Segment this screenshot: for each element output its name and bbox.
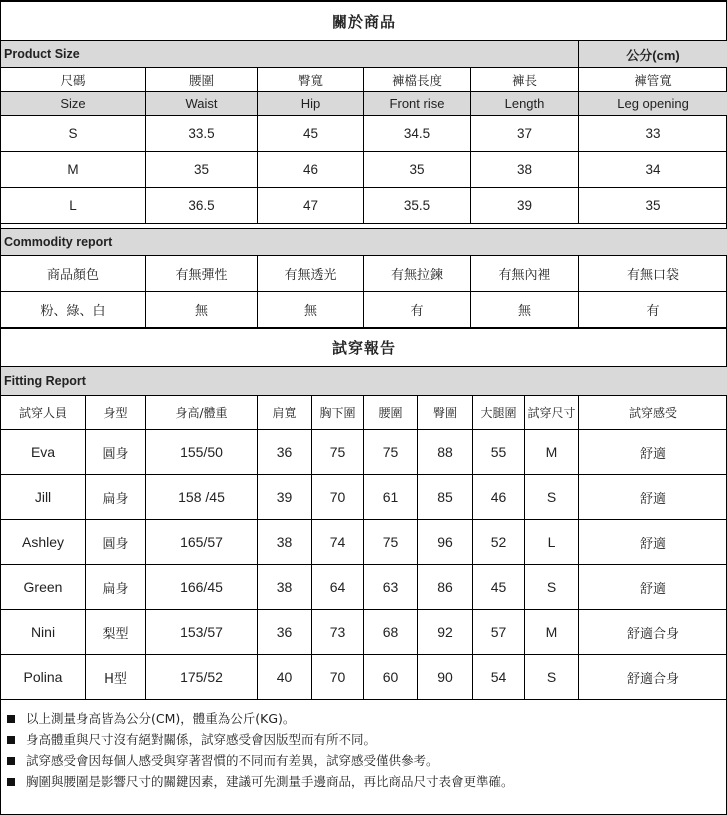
fitting-title: 試穿報告 bbox=[1, 329, 727, 367]
body-type: 圓身 bbox=[86, 430, 146, 475]
header-zh: 褲檔長度 bbox=[364, 68, 471, 92]
commodity-header: 有無拉鍊 bbox=[364, 256, 471, 292]
table-row bbox=[1, 520, 727, 565]
fit-size: M bbox=[525, 610, 579, 655]
underbust: 74 bbox=[312, 520, 364, 565]
height-weight: 166/45 bbox=[146, 565, 258, 610]
fitting-header: 臀圍 bbox=[418, 396, 473, 430]
body-type: 扁身 bbox=[86, 565, 146, 610]
fitting-report-label: Fitting Report bbox=[1, 367, 727, 396]
height-weight: 165/57 bbox=[146, 520, 258, 565]
commodity-value: 有 bbox=[579, 292, 727, 328]
underbust: 64 bbox=[312, 565, 364, 610]
header-zh: 褲長 bbox=[471, 68, 579, 92]
hip: 90 bbox=[418, 655, 473, 700]
square-bullet-icon bbox=[7, 757, 15, 765]
commodity-header: 有無透光 bbox=[258, 256, 364, 292]
product-size-table bbox=[0, 1, 727, 328]
table-row bbox=[1, 188, 727, 224]
value-cell: 35 bbox=[579, 188, 727, 224]
header-zh: 尺碼 bbox=[1, 68, 146, 92]
underbust: 70 bbox=[312, 475, 364, 520]
note-text: 胸圍與腰圍是影響尺寸的關鍵因素，建議可先測量手邊商品，再比商品尺寸表會更準確。 bbox=[26, 774, 514, 789]
fitting-header: 試穿感受 bbox=[579, 396, 727, 430]
square-bullet-icon bbox=[7, 736, 15, 744]
fit-feeling: 舒適 bbox=[579, 475, 727, 520]
tester-name: Ashley bbox=[1, 520, 86, 565]
note-item bbox=[7, 729, 726, 750]
body-type: H型 bbox=[86, 655, 146, 700]
commodity-value: 無 bbox=[258, 292, 364, 328]
fitting-header: 試穿尺寸 bbox=[525, 396, 579, 430]
commodity-header: 有無口袋 bbox=[579, 256, 727, 292]
square-bullet-icon bbox=[7, 778, 15, 786]
fit-feeling: 舒適 bbox=[579, 565, 727, 610]
shoulder: 36 bbox=[258, 430, 312, 475]
size-cell: L bbox=[1, 188, 146, 224]
commodity-value: 無 bbox=[146, 292, 258, 328]
table-row bbox=[1, 565, 727, 610]
value-cell: 39 bbox=[471, 188, 579, 224]
header-en: Length bbox=[471, 92, 579, 116]
waist: 75 bbox=[364, 520, 418, 565]
value-cell: 47 bbox=[258, 188, 364, 224]
fitting-header: 胸下圍 bbox=[312, 396, 364, 430]
commodity-header: 有無彈性 bbox=[146, 256, 258, 292]
commodity-value: 粉、綠、白 bbox=[1, 292, 146, 328]
header-en: Size bbox=[1, 92, 146, 116]
note-item bbox=[7, 750, 726, 771]
waist: 60 bbox=[364, 655, 418, 700]
tester-name: Eva bbox=[1, 430, 86, 475]
body-type: 梨型 bbox=[86, 610, 146, 655]
table-row bbox=[1, 610, 727, 655]
value-cell: 45 bbox=[258, 116, 364, 152]
value-cell: 37 bbox=[471, 116, 579, 152]
table-row bbox=[1, 475, 727, 520]
thigh: 46 bbox=[473, 475, 525, 520]
tester-name: Polina bbox=[1, 655, 86, 700]
header-zh: 褲管寬 bbox=[579, 68, 727, 92]
thigh: 52 bbox=[473, 520, 525, 565]
commodity-value: 無 bbox=[471, 292, 579, 328]
value-cell: 34 bbox=[579, 152, 727, 188]
product-size-label: Product Size bbox=[1, 41, 579, 68]
height-weight: 175/52 bbox=[146, 655, 258, 700]
fit-size: L bbox=[525, 520, 579, 565]
square-bullet-icon bbox=[7, 715, 15, 723]
fit-feeling: 舒適合身 bbox=[579, 610, 727, 655]
value-cell: 33.5 bbox=[146, 116, 258, 152]
shoulder: 38 bbox=[258, 565, 312, 610]
hip: 88 bbox=[418, 430, 473, 475]
waist: 61 bbox=[364, 475, 418, 520]
hip: 92 bbox=[418, 610, 473, 655]
commodity-header-row bbox=[1, 256, 727, 292]
fitting-header: 腰圍 bbox=[364, 396, 418, 430]
fitting-header: 身高/體重 bbox=[146, 396, 258, 430]
hip: 85 bbox=[418, 475, 473, 520]
table-row bbox=[1, 116, 727, 152]
hip: 86 bbox=[418, 565, 473, 610]
value-cell: 36.5 bbox=[146, 188, 258, 224]
commodity-report-label: Commodity report bbox=[1, 229, 727, 256]
table-row bbox=[1, 152, 727, 188]
thigh: 57 bbox=[473, 610, 525, 655]
underbust: 73 bbox=[312, 610, 364, 655]
table-row bbox=[1, 430, 727, 475]
tester-name: Jill bbox=[1, 475, 86, 520]
tester-name: Green bbox=[1, 565, 86, 610]
size-header-en-row bbox=[1, 92, 727, 116]
header-en: Waist bbox=[146, 92, 258, 116]
commodity-header: 商品顏色 bbox=[1, 256, 146, 292]
body-type: 圓身 bbox=[86, 520, 146, 565]
waist: 63 bbox=[364, 565, 418, 610]
fitting-header: 試穿人員 bbox=[1, 396, 86, 430]
note-item bbox=[7, 708, 726, 729]
header-zh: 臀寬 bbox=[258, 68, 364, 92]
fitting-header: 大腿圍 bbox=[473, 396, 525, 430]
fit-size: S bbox=[525, 565, 579, 610]
size-cell: S bbox=[1, 116, 146, 152]
about-title: 關於商品 bbox=[1, 2, 727, 41]
fitting-report-table bbox=[0, 328, 727, 700]
fitting-header: 肩寬 bbox=[258, 396, 312, 430]
shoulder: 36 bbox=[258, 610, 312, 655]
thigh: 45 bbox=[473, 565, 525, 610]
header-en: Leg opening bbox=[579, 92, 727, 116]
body-type: 扁身 bbox=[86, 475, 146, 520]
shoulder: 39 bbox=[258, 475, 312, 520]
commodity-header: 有無內裡 bbox=[471, 256, 579, 292]
note-text: 試穿感受會因每個人感受與穿著習慣的不同而有差異，試穿感受僅供參考。 bbox=[26, 753, 439, 768]
value-cell: 35 bbox=[146, 152, 258, 188]
underbust: 75 bbox=[312, 430, 364, 475]
thigh: 55 bbox=[473, 430, 525, 475]
size-cell: M bbox=[1, 152, 146, 188]
note-item bbox=[7, 771, 726, 792]
header-zh: 腰圍 bbox=[146, 68, 258, 92]
tester-name: Nini bbox=[1, 610, 86, 655]
fit-feeling: 舒適合身 bbox=[579, 655, 727, 700]
waist: 75 bbox=[364, 430, 418, 475]
value-cell: 33 bbox=[579, 116, 727, 152]
fit-size: S bbox=[525, 475, 579, 520]
value-cell: 34.5 bbox=[364, 116, 471, 152]
thigh: 54 bbox=[473, 655, 525, 700]
size-header-zh-row bbox=[1, 68, 727, 92]
waist: 68 bbox=[364, 610, 418, 655]
fit-size: S bbox=[525, 655, 579, 700]
commodity-value-row bbox=[1, 292, 727, 328]
unit-label: 公分(cm) bbox=[579, 41, 727, 68]
notes-list bbox=[1, 700, 726, 792]
underbust: 70 bbox=[312, 655, 364, 700]
shoulder: 38 bbox=[258, 520, 312, 565]
table-row bbox=[1, 655, 727, 700]
height-weight: 155/50 bbox=[146, 430, 258, 475]
fit-feeling: 舒適 bbox=[579, 520, 727, 565]
header-en: Hip bbox=[258, 92, 364, 116]
shoulder: 40 bbox=[258, 655, 312, 700]
hip: 96 bbox=[418, 520, 473, 565]
commodity-value: 有 bbox=[364, 292, 471, 328]
value-cell: 35.5 bbox=[364, 188, 471, 224]
value-cell: 46 bbox=[258, 152, 364, 188]
value-cell: 38 bbox=[471, 152, 579, 188]
fit-size: M bbox=[525, 430, 579, 475]
fit-feeling: 舒適 bbox=[579, 430, 727, 475]
fitting-header: 身型 bbox=[86, 396, 146, 430]
value-cell: 35 bbox=[364, 152, 471, 188]
fitting-header-row bbox=[1, 396, 727, 430]
height-weight: 153/57 bbox=[146, 610, 258, 655]
height-weight: 158 /45 bbox=[146, 475, 258, 520]
header-en: Front rise bbox=[364, 92, 471, 116]
note-text: 以上測量身高皆為公分(CM)，體重為公斤(KG)。 bbox=[26, 711, 296, 726]
note-text: 身高體重與尺寸沒有絕對關係，試穿感受會因版型而有所不同。 bbox=[26, 732, 377, 747]
